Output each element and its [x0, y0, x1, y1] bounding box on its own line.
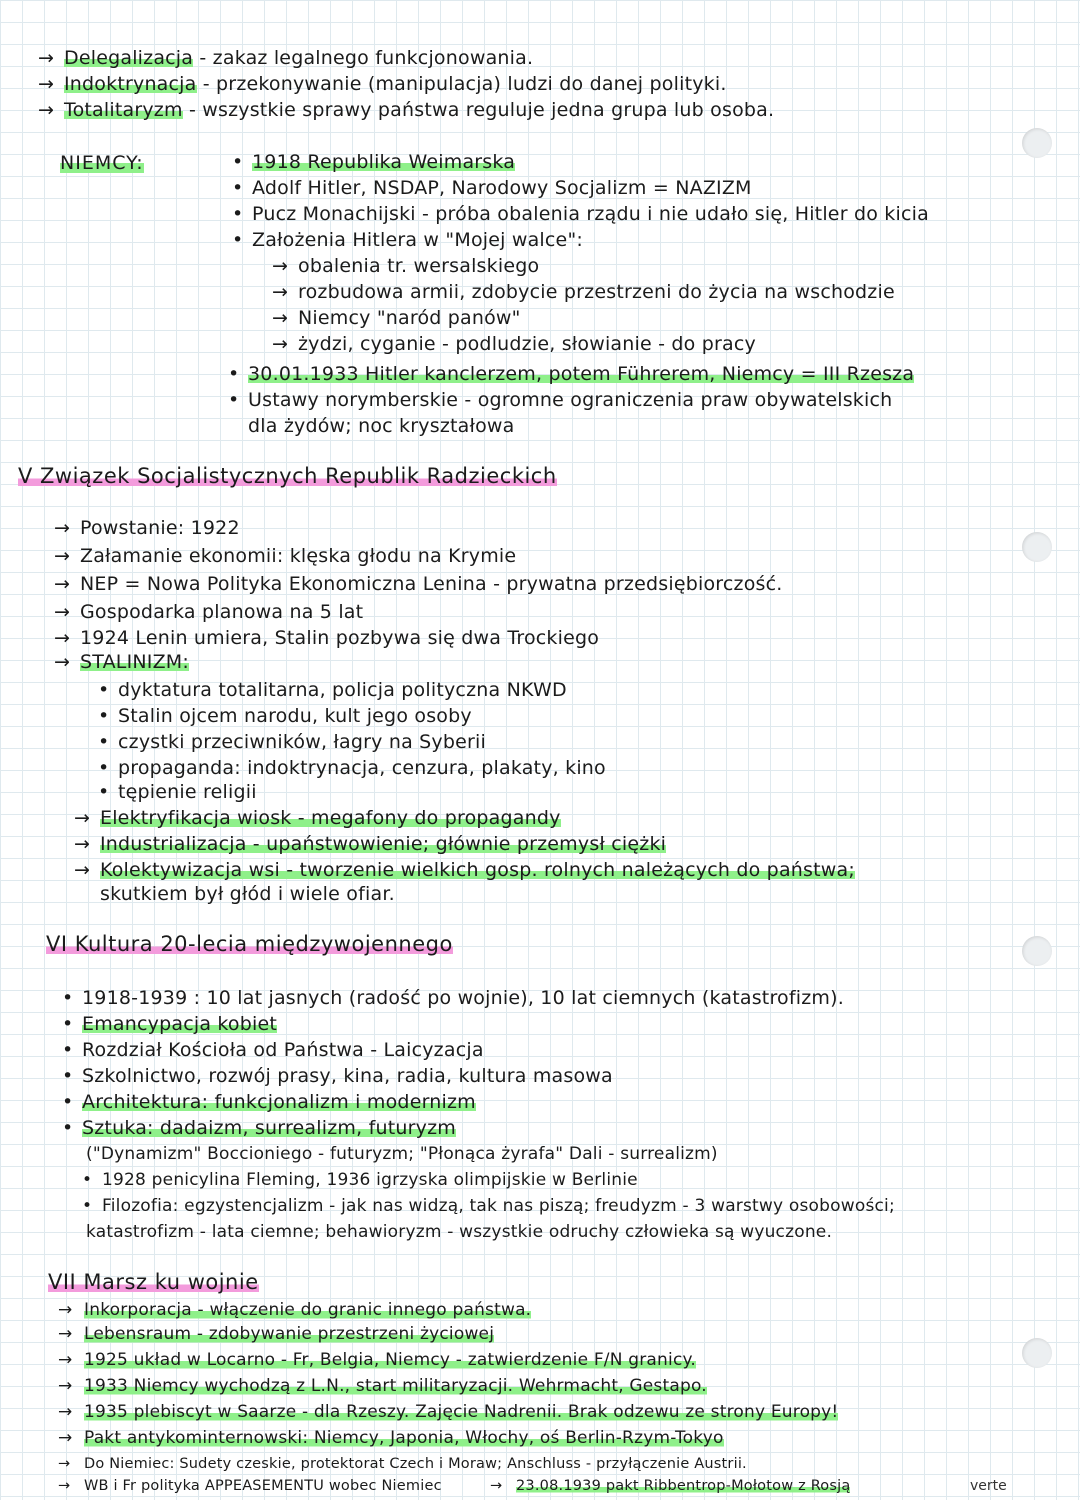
- list-item: → Kolektywizacja wsi - tworzenie wielkich gosp. rolnych należących do państwa;: [74, 859, 855, 881]
- arrow-icon: →: [58, 1300, 73, 1320]
- arrow-icon: →: [54, 573, 71, 595]
- bullet-icon: •: [232, 229, 244, 251]
- list-item: • Założenia Hitlera w "Mojej walce":: [232, 229, 583, 251]
- arrow-icon: →: [38, 73, 55, 95]
- arrow-icon: →: [58, 1402, 73, 1422]
- arrow-icon: →: [54, 601, 71, 623]
- definition-term: Totalitaryzm: [64, 99, 183, 121]
- list-item: → Elektryfikacja wiosk - megafony do propagandy: [74, 807, 561, 829]
- arrow-icon: →: [74, 833, 91, 855]
- binder-hole: [1022, 936, 1052, 966]
- stalinizm-item: • propaganda: indoktrynacja, cenzura, plakaty, kino: [98, 757, 606, 779]
- list-item: → Załamanie ekonomii: klęska głodu na Krymie: [54, 545, 517, 567]
- list-item: • Filozofia: egzystencjalizm - jak nas widzą, tak nas piszą; freudyzm - 3 warstwy osobowości;: [82, 1196, 895, 1216]
- sub-item: → obalenia tr. wersalskiego: [272, 255, 540, 277]
- sub-item: → żydzi, cyganie - podludzie, słowianie - do pracy: [272, 333, 756, 355]
- arrow-icon: →: [272, 255, 289, 277]
- arrow-icon: →: [58, 1428, 73, 1448]
- stalinizm-item: • Stalin ojcem narodu, kult jego osoby: [98, 705, 472, 727]
- list-item: • Rozdział Kościoła od Państwa - Laicyzacja: [62, 1039, 484, 1061]
- bullet-icon: •: [98, 757, 110, 779]
- bullet-icon: •: [232, 151, 244, 173]
- arrow-icon: →: [58, 1456, 71, 1472]
- arrow-icon: →: [54, 627, 71, 649]
- list-item: → Industrializacja - upaństwowienie; głównie przemysł ciężki: [74, 833, 667, 855]
- definition-text: - zakaz legalnego funkcjonowania.: [199, 47, 534, 69]
- bullet-icon: •: [82, 1170, 93, 1190]
- list-item: → Pakt antykominternowski: Niemcy, Japonia, Włochy, oś Berlin-Rzym-Tokyo: [58, 1428, 724, 1448]
- list-item: • Architektura: funkcjonalizm i modernizm: [62, 1091, 476, 1113]
- section-heading-v: V Związek Socjalistycznych Republik Radzieckich: [18, 464, 557, 488]
- stalinizm-item: • czystki przeciwników, łagry na Syberii: [98, 731, 486, 753]
- section-heading-vi: VI Kultura 20-lecia międzywojennego: [46, 932, 453, 956]
- list-item-continuation: dla żydów; noc kryształowa: [248, 415, 515, 437]
- arrow-icon: →: [54, 545, 71, 567]
- arrow-icon: →: [38, 99, 55, 121]
- bullet-icon: •: [62, 1013, 74, 1035]
- bullet-icon: •: [62, 1117, 74, 1139]
- arrow-icon: →: [38, 47, 55, 69]
- list-item: • 1918-1939 : 10 lat jasnych (radość po wojnie), 10 lat ciemnych (katastrofizm).: [62, 987, 844, 1009]
- arrow-icon: →: [58, 1478, 71, 1494]
- bullet-icon: •: [228, 363, 240, 385]
- bullet-icon: •: [232, 203, 244, 225]
- list-item: • 30.01.1933 Hitler kanclerzem, potem Führerem, Niemcy = III Rzesza: [228, 363, 915, 385]
- bullet-icon: •: [98, 679, 110, 701]
- niemcy-label: NIEMCY:: [60, 152, 144, 174]
- list-item: → Lebensraum - zdobywanie przestrzeni życiowej: [58, 1324, 495, 1344]
- bullet-icon: •: [228, 389, 240, 411]
- bullet-icon: •: [62, 1065, 74, 1087]
- list-item: → Inkorporacja - włączenie do granic innego państwa.: [58, 1300, 532, 1320]
- definition-line: [38, 98, 774, 122]
- bullet-icon: •: [62, 987, 74, 1009]
- definition-term: Delegalizacja: [64, 47, 194, 69]
- arrow-icon: →: [54, 517, 71, 539]
- arrow-icon: →: [58, 1376, 73, 1396]
- verte-note: verte: [970, 1478, 1007, 1494]
- list-item: → Powstanie: 1922: [54, 517, 240, 539]
- list-item: → 1935 plebiscyt w Saarze - dla Rzeszy. Zajęcie Nadrenii. Brak odzewu ze strony Europy!: [58, 1402, 839, 1422]
- arrow-icon: →: [272, 281, 289, 303]
- bullet-icon: •: [82, 1196, 93, 1216]
- bullet-icon: •: [62, 1091, 74, 1113]
- list-item: • 1928 penicylina Fleming, 1936 igrzyska olimpijskie w Berlinie: [82, 1170, 638, 1190]
- definition-term: Indoktrynacja: [64, 73, 197, 95]
- bullet-icon: •: [98, 705, 110, 727]
- list-item-continuation: katastrofizm - lata ciemne; behawioryzm - wszystkie odruchy człowieka są wyuczone.: [86, 1222, 833, 1242]
- list-item-continuation: skutkiem był głód i wiele ofiar.: [100, 883, 395, 905]
- arrow-icon: →: [74, 859, 91, 881]
- definition-line: [38, 72, 727, 96]
- list-item: • Pucz Monachijski - próba obalenia rządu i nie udało się, Hitler do kicia: [232, 203, 929, 225]
- list-item: • Sztuka: dadaizm, surrealizm, futuryzm: [62, 1117, 456, 1139]
- arrow-icon: →: [490, 1478, 503, 1494]
- stalinizm-item: • tępienie religii: [98, 781, 257, 803]
- bullet-icon: •: [62, 1039, 74, 1061]
- definition-text: - przekonywanie (manipulacja) ludzi do danej polityki.: [202, 73, 727, 95]
- bullet-icon: •: [98, 781, 110, 803]
- definition-line: [38, 46, 533, 70]
- list-item: → WB i Fr polityka APPEASEMENTU wobec Niemiec: [58, 1474, 442, 1498]
- list-item: → 1933 Niemcy wychodzą z L.N., start militaryzacji. Wehrmacht, Gestapo.: [58, 1376, 707, 1396]
- list-item: → Gospodarka planowa na 5 lat: [54, 601, 364, 623]
- list-item: • Emancypacja kobiet: [62, 1013, 278, 1035]
- list-item: → 1925 układ w Locarno - Fr, Belgia, Niemcy - zatwierdzenie F/N granicy.: [58, 1350, 696, 1370]
- arrow-icon: →: [58, 1350, 73, 1370]
- bullet-icon: •: [232, 177, 244, 199]
- arrow-icon: →: [54, 651, 71, 673]
- sub-item: → Niemcy "naród panów": [272, 307, 521, 329]
- binder-hole: [1022, 128, 1052, 158]
- binder-hole: [1022, 1338, 1052, 1368]
- binder-hole: [1022, 532, 1052, 562]
- sub-item: → rozbudowa armii, zdobycie przestrzeni do życia na wschodzie: [272, 281, 895, 303]
- list-item: → Do Niemiec: Sudety czeskie, protektorat Czech i Moraw; Anschluss - przyłączenie Austrii.: [58, 1452, 747, 1476]
- arrow-icon: →: [272, 307, 289, 329]
- list-item: → 1924 Lenin umiera, Stalin pozbywa się dwa Trockiego: [54, 627, 600, 649]
- definition-text: - wszystkie sprawy państwa reguluje jedna grupa lub osoba.: [188, 99, 775, 121]
- arrow-icon: →: [74, 807, 91, 829]
- bullet-icon: •: [98, 731, 110, 753]
- list-item-detail: ("Dynamizm" Boccioniego - futuryzm; "Płonąca żyrafa" Dali - surrealizm): [86, 1144, 718, 1164]
- list-item: • Szkolnictwo, rozwój prasy, kina, radia, kultura masowa: [62, 1065, 613, 1087]
- list-item: • Ustawy norymberskie - ogromne ograniczenia praw obywatelskich: [228, 389, 893, 411]
- list-item: • Adolf Hitler, NSDAP, Narodowy Socjalizm = NAZIZM: [232, 177, 752, 199]
- stalinizm-item: • dyktatura totalitarna, policja polityczna NKWD: [98, 679, 567, 701]
- list-item: • 1918 Republika Weimarska: [232, 151, 516, 173]
- arrow-icon: →: [272, 333, 289, 355]
- list-item: → 23.08.1939 pakt Ribbentrop-Mołotow z Rosją: [490, 1474, 850, 1498]
- list-item: → STALINIZM:: [54, 651, 190, 673]
- arrow-icon: →: [58, 1324, 73, 1344]
- section-heading-vii: VII Marsz ku wojnie: [48, 1270, 259, 1294]
- list-item: → NEP = Nowa Polityka Ekonomiczna Lenina - prywatna przedsiębiorczość.: [54, 573, 783, 595]
